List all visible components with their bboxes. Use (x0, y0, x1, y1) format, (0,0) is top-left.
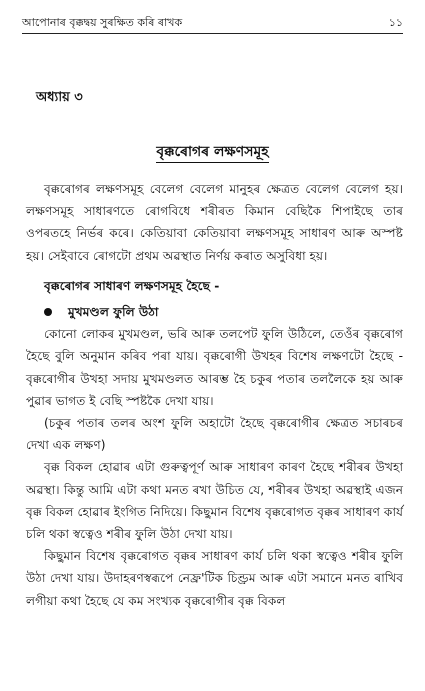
paragraph-intro: বৃক্কৰোগৰ লক্ষণসমূহ বেলেগ বেলেগ মানুহৰ ক্ষেত্ৰত বেলেগ বেলেগ হয়। লক্ষণসমূহ সাধাৰণতে ৰোগবিধে শৰীৰত কিমান বেছিকৈ শিপাইছে তাৰ ওপৰতহে নিৰ্ভৰ কৰে। কেতিয়াবা কেতিয়াবা লক্ষণসমূহ সাধাৰণ আৰু অস্পষ্ট হয়। সেইবাবে ৰোগটো প্ৰথম অৱস্থাত নিৰ্ণয় কৰাত অসুবিধা হয়। (26, 182, 403, 263)
section-title-text: বৃক্কৰোগৰ লক্ষণসমূহ (156, 144, 268, 163)
paragraph-note: (চকুৰ পতাৰ তলৰ অংশ ফুলি অহাটো হৈছে বৃক্কৰোগীৰ ক্ষেত্ৰত সচাৰচৰ দেখা এক লক্ষণ) (26, 416, 403, 453)
bullet-dot-icon (44, 308, 52, 316)
header-rule (22, 33, 403, 34)
bullet-text: মুখমণ্ডল ফুলি উঠা (68, 305, 159, 320)
chapter-heading: অধ্যায় ৩ (36, 90, 83, 105)
running-title: আপোনাৰ বৃক্কদ্বয় সুৰক্ষিত কৰি ৰাখক (22, 16, 183, 29)
page-number: ১১ (388, 16, 403, 29)
paragraph-swelling: কোনো লোকৰ মুখমণ্ডল, ভৰি আৰু তলপেট ফুলি উঠিলে, তেওঁৰ বৃক্কৰোগ হৈছে বুলি অনুমান কৰিব পৰা যায়। বৃক্কৰোগী উখহৰ বিশেষ লক্ষণটো হৈছে - বৃক্কৰোগীৰ উখহা সদায় মুখমণ্ডলত আৰম্ভ হৈ চকুৰ পতাৰ তললৈকে হয় আৰু পুৱাৰ ভাগত ই বেছি স্পষ্টকৈ দেখা যায়। (26, 327, 403, 408)
paragraph-failure: বৃক্ক বিকল হোৱাৰ এটা গুৰুত্বপূৰ্ণ আৰু সাধাৰণ কাৰণ হৈছে শৰীৰৰ উখহা অৱস্থা। কিন্তু আমি এটা কথা মনত ৰখা উচিত যে, শৰীৰৰ উখহা অৱস্থাই এজন বৃক্ক বিকল হোৱাৰ ইংগিত নিদিয়ে। কিছুমান বিশেষ বৃক্কৰোগত বৃক্কৰ সাধাৰণ কাৰ্য চলি থকা স্বত্বেও শৰীৰ ফুলি উঠা দেখা যায়। (26, 460, 403, 542)
bullet-item (44, 301, 403, 323)
sub-heading: বৃক্কৰোগৰ সাধাৰণ লক্ষণসমূহ হৈছে - (44, 278, 220, 293)
body-text (26, 178, 403, 612)
paragraph-nephrotic: কিছুমান বিশেষ বৃক্কৰোগত বৃক্কৰ সাধাৰণ কাৰ্য চলি থকা স্বত্বেও শৰীৰ ফুলি উঠা দেখা যায়। উদাহৰণস্বৰূপে নেফ্ৰ'টিক চিণ্ড্ৰম আৰু এটা সমানে মনত ৰাখিব লগীয়া কথা হৈছে যে কম সংখ্যক বৃক্কৰোগীৰ বৃক্ক বিকল (26, 549, 403, 608)
section-title (0, 140, 425, 164)
page-header (22, 14, 403, 32)
